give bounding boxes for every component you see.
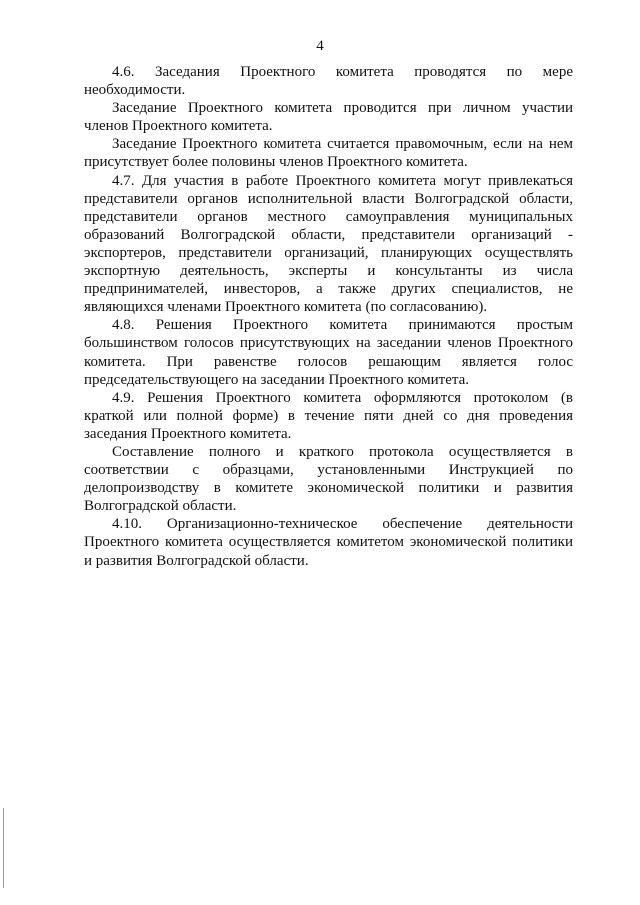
paragraph-protocol-drafting: Составление полного и краткого протокола осуществляется в соответствии с образцами, установленными Инструкцией по делопроизводству в комитете экономической политики и развития Волгоградской области. xyxy=(84,443,573,515)
paragraph-4-8: 4.8. Решения Проектного комитета принимаются простым большинством голосов присутствующих на заседании членов Проектного комитета. При равенстве голосов решающим является голос председательствующего на заседании Проектного комитета. xyxy=(84,317,573,388)
scan-edge-line xyxy=(3,808,4,888)
paragraph-4-7: 4.7. Для участия в работе Проектного комитета могут привлекаться представители органов исполнительной власти Волгоградской области, представители органов местного самоуправления муниципальных образований Волгоградской области, представители организаций - экспортеров, представители организаций, планирующих осуществлять экспортную деятельность, эксперты и консультанты из числа предпринимателей, инвесторов, а также других специалистов, не являющихся членами Проектного комитета (по согласованию). xyxy=(84,172,573,316)
paragraph-4-6: 4.6. Заседания Проектного комитета проводятся по мере необходимости. xyxy=(84,64,573,99)
paragraph-meeting-attendance: Заседание Проектного комитета проводится при личном участии членов Проектного комитета. xyxy=(84,100,573,135)
paragraph-4-9: 4.9. Решения Проектного комитета оформляются протоколом (в краткой или полной форме) в течение пяти дней со дня проведения заседания Проектного комитета. xyxy=(84,389,573,442)
paragraph-quorum: Заседание Проектного комитета считается правомочным, если на нем присутствует более половины членов Проектного комитета. xyxy=(84,136,573,171)
document-body xyxy=(84,63,573,570)
page-number: 4 xyxy=(316,38,324,54)
paragraph-4-10: 4.10. Организационно-техническое обеспечение деятельности Проектного комитета осуществляется комитетом экономической политики и развития Волгоградской области. xyxy=(84,516,573,569)
